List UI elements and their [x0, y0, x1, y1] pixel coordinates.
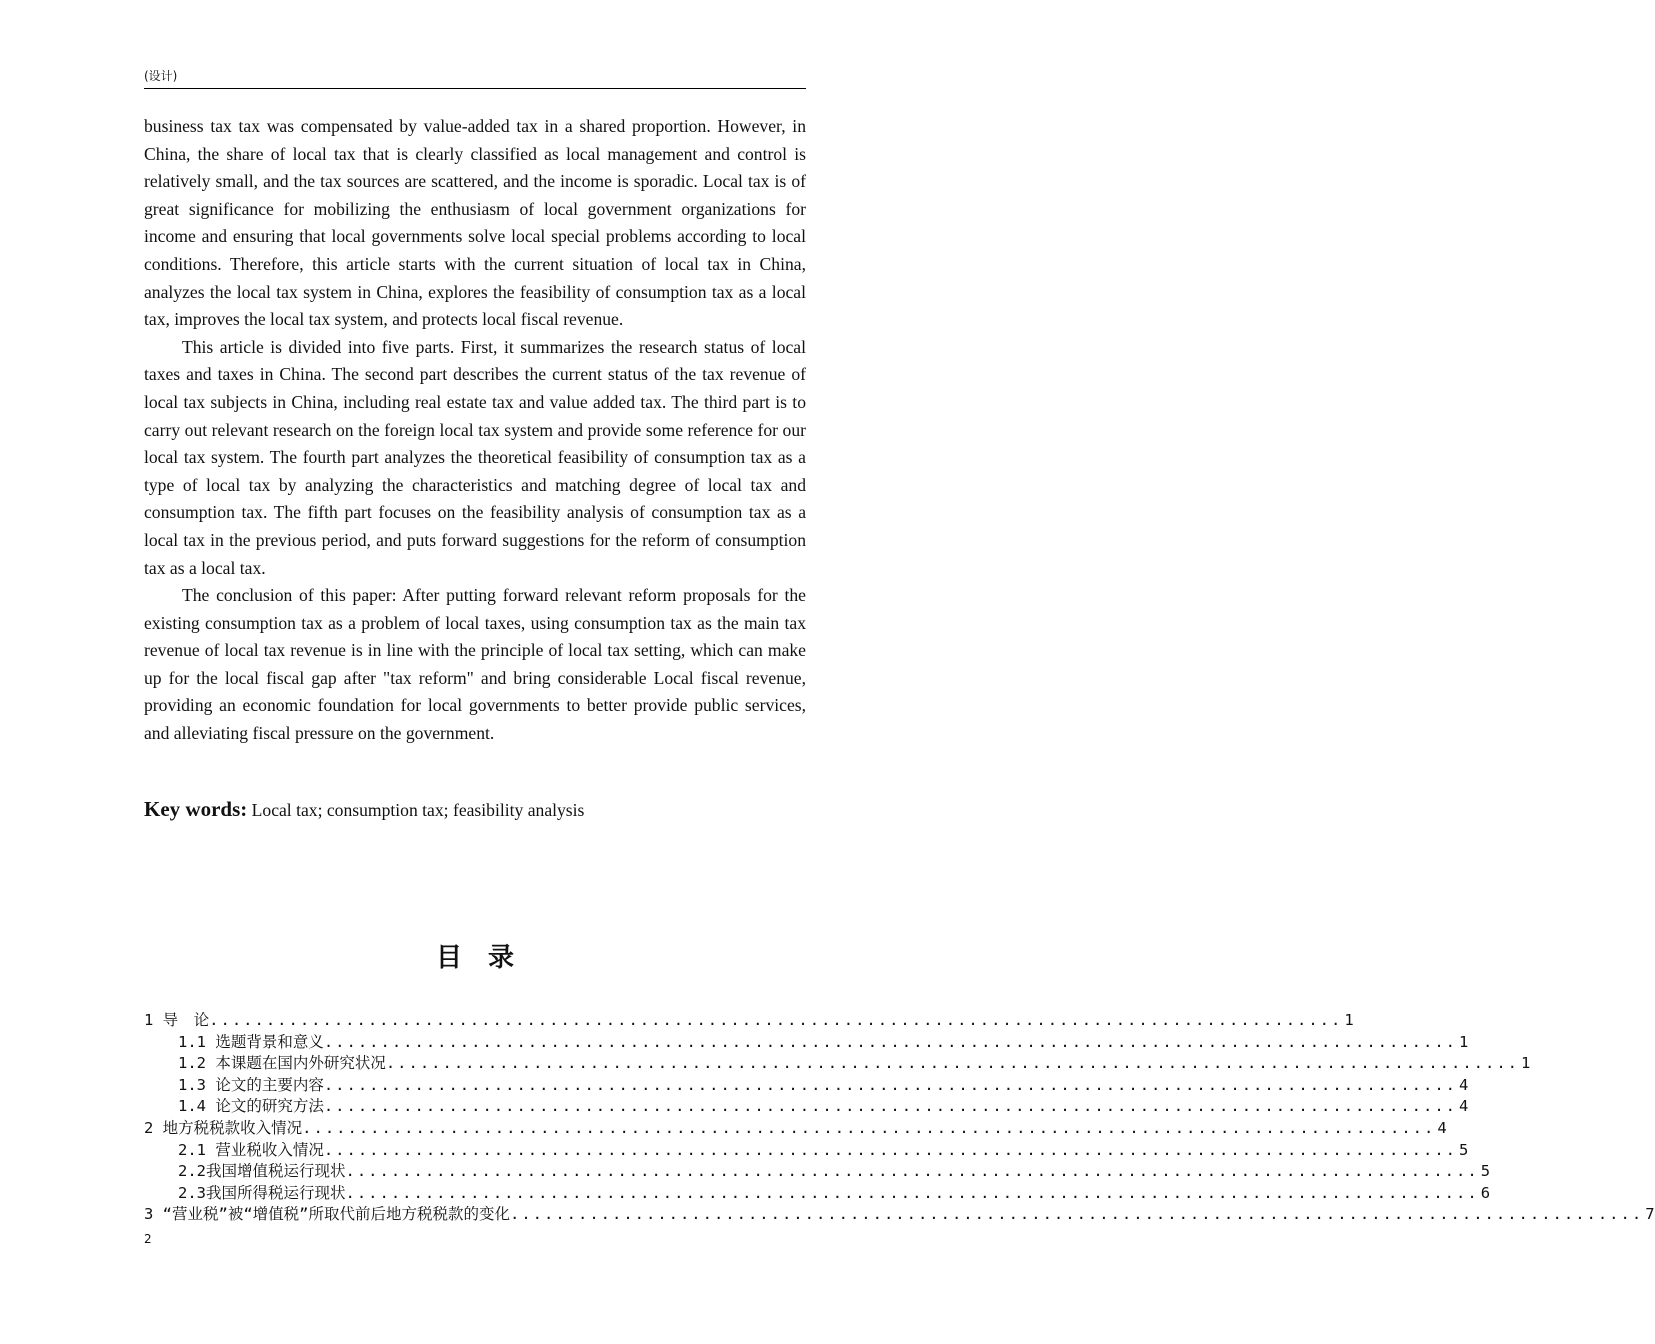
toc-dot-leader: .................................................................................................... [345, 1183, 1479, 1202]
toc-entry[interactable] [144, 1204, 1655, 1226]
toc-entry-page: 5 [1459, 1140, 1469, 1159]
page-number: 2 [144, 1232, 152, 1246]
toc-entry[interactable] [144, 1118, 1447, 1140]
abstract-paragraph: This article is divided into five parts. First, it summarizes the research status of local taxes and taxes in China. The second part describes the current status of the tax revenue of local tax subjects in China, including real estate tax and value added tax. The third part is to carry out relevant research on the foreign local tax system and provide some reference for our local tax system. The fourth part analyzes the theoretical feasibility of consumption tax as a type of local tax by analyzing the characteristics and matching degree of local tax and consumption tax. The fifth part focuses on the feasibility analysis of consumption tax as a local tax in the previous period, and puts forward suggestions for the reform of consumption tax as a local tax. [144, 336, 806, 578]
toc-dot-leader: .................................................................................................... [302, 1118, 1436, 1137]
abstract-paragraph: business tax tax was compensated by value-added tax in a shared proportion. However, in China, the share of local tax that is clearly classified as local management and control is relatively small, and the tax sources are scattered, and the income is sporadic. Local tax is of great significance for mobilizing the enthusiasm of local government organizations for income and ensuring that local governments solve local special problems according to local conditions. Therefore, this article starts with the current situation of local tax in China, analyzes the local tax system in China, explores the feasibility of consumption tax as a local tax, improves the local tax system, and protects local fiscal revenue. [144, 116, 806, 330]
toc-entry-title: 2 地方税税款收入情况 [144, 1118, 303, 1137]
toc-entry[interactable] [144, 1140, 1469, 1162]
abstract-body [144, 113, 806, 748]
toc-entry[interactable] [144, 1096, 1469, 1118]
keywords-label: Key words: [144, 797, 248, 821]
toc-entry[interactable] [144, 1053, 1531, 1075]
toc-entry-title: 2.2我国增值税运行现状 [178, 1162, 346, 1181]
toc-entry-page: 6 [1480, 1183, 1491, 1202]
toc-entry-title: 1.1 选题背景和意义 [178, 1032, 324, 1051]
running-header [144, 68, 806, 89]
abstract-paragraph: The conclusion of this paper: After putting forward relevant reform proposals for the existing consumption tax as a problem of local taxes, using consumption tax as the main tax revenue of local tax revenue is in line with the principle of local tax setting, which can make up for the local fiscal gap after "tax reform" and bring considerable Local fiscal revenue, providing an economic foundation for local governments to better provide public services, and alleviating fiscal pressure on the government. [144, 585, 806, 744]
toc-dot-leader: .................................................................................................... [345, 1162, 1479, 1181]
toc-entry-title: 1.2 本课题在国内外研究状况 [178, 1054, 386, 1073]
toc-entry-page: 5 [1480, 1162, 1491, 1181]
toc-entry[interactable] [144, 1032, 1469, 1054]
keywords-text: Local tax; consumption tax; feasibility analysis [247, 800, 585, 820]
toc-entry[interactable] [144, 1010, 1354, 1032]
keywords-line [144, 794, 806, 825]
toc-entry-title: 2.3我国所得税运行现状 [178, 1183, 346, 1202]
toc-entry-title: 1.3 论文的主要内容 [178, 1075, 324, 1094]
toc-entry-page: 4 [1437, 1118, 1447, 1137]
toc-entry[interactable] [144, 1075, 1469, 1097]
toc-entry-page: 1 [1459, 1032, 1469, 1051]
toc-dot-leader: .................................................................................................... [323, 1075, 1458, 1094]
toc-dot-leader: .................................................................................................... [209, 1011, 1343, 1029]
toc-entry-title: 3 “营业税”被“增值税”所取代前后地方税税款的变化 [144, 1205, 510, 1224]
toc-entry-page: 4 [1459, 1097, 1469, 1116]
toc-entry-page: 7 [1645, 1205, 1655, 1224]
toc-entry-page: 1 [1521, 1054, 1531, 1073]
toc-entry[interactable] [144, 1161, 1491, 1183]
toc-dot-leader: .................................................................................................... [323, 1097, 1458, 1116]
toc-dot-leader: .................................................................................................... [323, 1140, 1458, 1159]
toc-entry-page: 1 [1344, 1011, 1354, 1029]
table-of-contents [144, 1010, 1655, 1226]
toc-entry[interactable] [144, 1183, 1491, 1205]
toc-title: 目录 [435, 943, 540, 973]
toc-entry-title: 1 导 论 [144, 1011, 210, 1029]
toc-dot-leader: .................................................................................................... [323, 1032, 1458, 1051]
toc-dot-leader: .................................................................................................... [510, 1205, 1644, 1224]
toc-dot-leader: .................................................................................................... [385, 1054, 1520, 1073]
toc-entry-page: 4 [1459, 1075, 1469, 1094]
toc-entry-title: 2.1 营业税收入情况 [178, 1140, 324, 1159]
toc-entry-title: 1.4 论文的研究方法 [178, 1097, 324, 1116]
running-header-text: (设计) [144, 69, 178, 83]
